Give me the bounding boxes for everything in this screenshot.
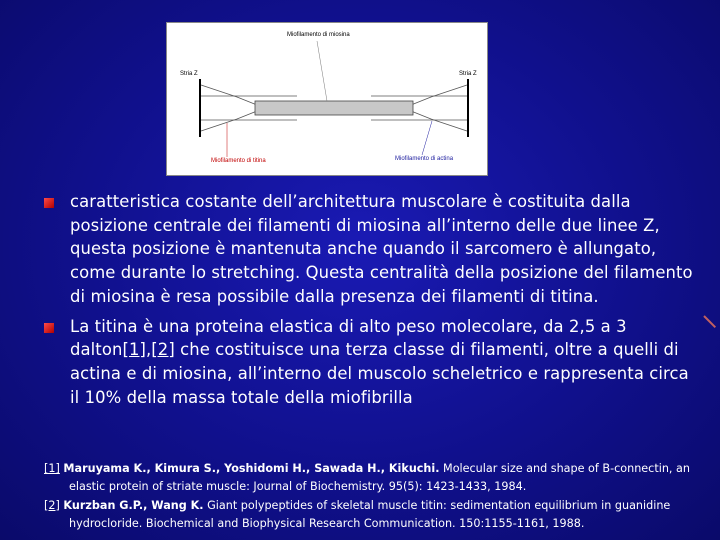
decorative-line: [703, 315, 716, 328]
reference-authors: Maruyama K., Kimura S., Yoshidomi H., Sawada H., Kikuchi.: [63, 462, 440, 475]
figure-title: Miofilamento di miosina: [287, 32, 350, 38]
bullet-text: caratteristica costante dell’architettura muscolare è costituita dalla posizione centrale dei filamenti di miosina all’interno delle due linee Z, questa posizione è mantenuta anche quando il sarcomero è allungato, come durante lo stretching. Questa centralità della posizione del filamento di miosina è resa possibile dalla presenza dei filamenti di titina.: [70, 192, 693, 306]
sarcomere-drawing: [167, 23, 487, 175]
ref-link-1[interactable]: [1]: [122, 340, 146, 360]
reference-text: Giant polypeptides of skeletal muscle titin: sedimentation equilibrium in guanidine hydrocloride. Biochemical and Biophysical Research Communication. 150:1155-1161, 1988.: [69, 498, 671, 531]
bullet-marker-icon: [44, 323, 54, 333]
titin-label: Miofilamento di titina: [211, 158, 266, 164]
z-line-left-label: Stria Z: [180, 71, 198, 77]
reference-anchor-2[interactable]: [2]: [44, 498, 60, 512]
bullet-item: [44, 315, 694, 410]
reference-anchor-1[interactable]: [1]: [44, 462, 60, 475]
myosin-filament: [255, 101, 413, 115]
reference-text: Molecular size and shape of B-connectin, an elastic protein of striate muscle: Journal of Biochemistry. 95(5): 1423-1433, 1984.: [69, 462, 690, 494]
bullet-list: [44, 190, 694, 415]
ref-link-2[interactable]: [2]: [151, 340, 175, 360]
reference-item: [44, 497, 694, 534]
bullet-marker-icon: [44, 198, 54, 208]
references: [44, 460, 694, 534]
reference-authors: Kurzban G.P., Wang K.: [63, 498, 204, 512]
z-line-right-label: Stria Z: [459, 71, 477, 77]
bullet-item: [44, 190, 694, 309]
actin-label: Miofilamento di actina: [395, 156, 454, 162]
bullet-text: La titina è una proteina elastica di alto peso molecolare, da 2,5 a 3 dalton[1],[2] che costituisce una terza classe di filamenti, oltre a quelli di actina e di miosina, all’interno del muscolo scheletrico e rappresenta circa il 10% della massa totale della miofibrilla: [70, 316, 689, 407]
reference-item: [44, 460, 694, 497]
sarcomere-diagram: [166, 22, 488, 176]
